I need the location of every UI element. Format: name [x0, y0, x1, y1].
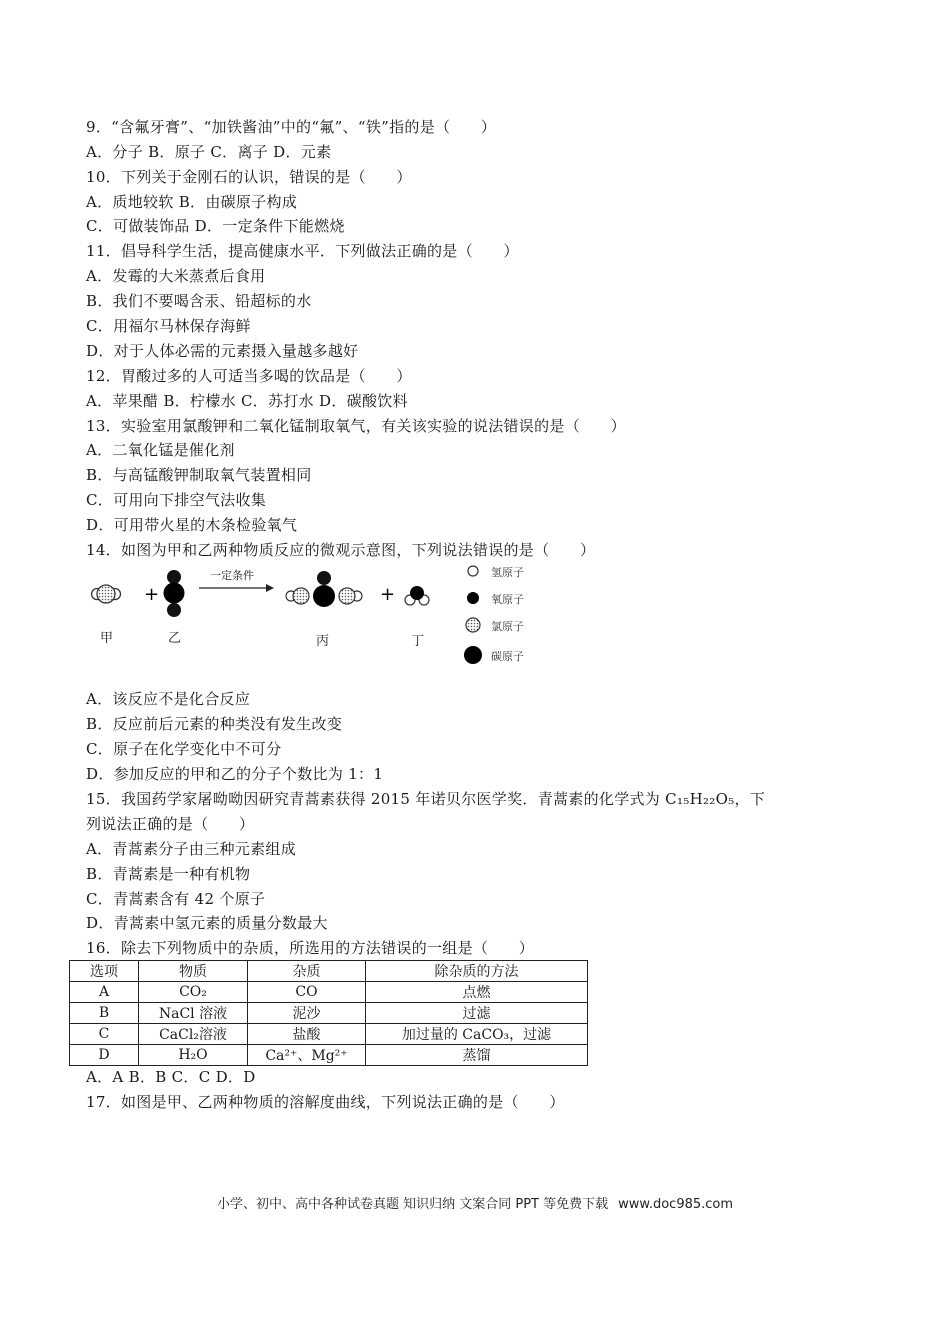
table-row: [70, 1024, 588, 1045]
label-jia: 甲: [100, 631, 114, 646]
q11-option-c: C．用福尔马林保存海鲜: [86, 317, 251, 335]
page-footer: [0, 1193, 950, 1212]
q15-option-d: D．青蒿素中氢元素的质量分数最大: [86, 914, 328, 932]
table-cell: B: [70, 1003, 139, 1024]
legend-chlorine: 氯原子: [491, 620, 524, 633]
reaction-diagram-svg: [86, 562, 546, 670]
footer-text: 小学、初中、高中各种试卷真题 知识归纳 文案合同 PPT 等免费下载: [216, 1197, 609, 1212]
table-cell: 蒸馏: [366, 1045, 588, 1066]
plus-2: +: [380, 584, 396, 605]
q15-option-b: B．青蒿素是一种有机物: [86, 865, 251, 883]
legend-oxygen-symbol: [467, 592, 479, 604]
q14-option-d: D．参加反应的甲和乙的分子个数比为 1：1: [86, 765, 384, 783]
q12-stem: 12．胃酸过多的人可适当多喝的饮品是（ ）: [86, 367, 412, 385]
table-cell: 过滤: [366, 1003, 588, 1024]
q13-option-a: A．二氧化锰是催化剂: [86, 441, 235, 459]
table-cell: 加过量的 CaCO₃，过滤: [366, 1024, 588, 1045]
table-cell: CO₂: [139, 982, 248, 1003]
molecule-yi: [164, 570, 185, 617]
table-cell: 点燃: [366, 982, 588, 1003]
legend-hydrogen-symbol: [468, 566, 478, 576]
table-cell: 泥沙: [248, 1003, 366, 1024]
label-ding: 丁: [411, 634, 425, 649]
table-header: 杂质: [248, 961, 366, 982]
table-cell: CaCl₂溶液: [139, 1024, 248, 1045]
reaction-diagram: [86, 562, 546, 670]
reaction-condition: 一定条件: [210, 569, 254, 582]
table-header: 选项: [70, 961, 139, 982]
q15-option-a: A．青蒿素分子由三种元素组成: [86, 840, 297, 858]
table-header: 除杂质的方法: [366, 961, 588, 982]
table-header: 物质: [139, 961, 248, 982]
q13-option-b: B．与高锰酸钾制取氧气装置相同: [86, 466, 312, 484]
q11-option-a: A．发霉的大米蒸煮后食用: [86, 267, 266, 285]
q15-option-c: C．青蒿素含有 42 个原子: [86, 890, 266, 908]
legend-carbon: 碳原子: [491, 650, 524, 663]
label-bing: 丙: [316, 634, 330, 649]
table-row: [70, 982, 588, 1003]
table-cell: C: [70, 1024, 139, 1045]
q10-options-2: C．可做装饰品 D．一定条件下能燃烧: [86, 217, 345, 235]
q11-option-d: D．对于人体必需的元素摄入量越多越好: [86, 342, 359, 360]
q14-option-c: C．原子在化学变化中不可分: [86, 740, 282, 758]
table-header-row: [70, 961, 588, 982]
legend-oxygen: 氧原子: [491, 593, 524, 606]
legend-carbon-symbol: [464, 646, 482, 664]
label-yi: 乙: [168, 631, 182, 646]
q16-stem: 16．除去下列物质中的杂质，所选用的方法错误的一组是（ ）: [86, 939, 535, 957]
q15-stem-line2: 列说法正确的是（ ）: [86, 815, 255, 833]
legend-hydrogen: 氢原子: [491, 566, 524, 579]
table-cell: H₂O: [139, 1045, 248, 1066]
q13-option-c: C．可用向下排空气法收集: [86, 491, 267, 509]
q14-stem: 14．如图为甲和乙两种物质反应的微观示意图，下列说法错误的是（ ）: [86, 541, 596, 559]
molecule-ding: [405, 586, 429, 605]
table-cell: NaCl 溶液: [139, 1003, 248, 1024]
table-cell: Ca²⁺、Mg²⁺: [248, 1045, 366, 1066]
q17-stem: 17．如图是甲、乙两种物质的溶解度曲线，下列说法正确的是（ ）: [86, 1093, 565, 1111]
molecule-jia: [92, 585, 121, 603]
table-cell: 盐酸: [248, 1024, 366, 1045]
footer-url[interactable]: www.doc985.com: [618, 1197, 734, 1212]
q10-stem: 10．下列关于金刚石的认识，错误的是（ ）: [86, 168, 412, 186]
impurity-table: [69, 960, 588, 1066]
table-cell: D: [70, 1045, 139, 1066]
q15-stem-line1: 15．我国药学家屠呦呦因研究青蒿素获得 2015 年诺贝尔医学奖．青蒿素的化学式为 C₁₅H₂₂O₅，下: [86, 790, 766, 808]
q12-options: A．苹果醋 B．柠檬水 C．苏打水 D．碳酸饮料: [86, 392, 408, 410]
table-row: [70, 1003, 588, 1024]
q9-options: A．分子 B．原子 C．离子 D．元素: [86, 143, 332, 161]
q14-option-a: A．该反应不是化合反应: [86, 690, 251, 708]
q14-option-b: B．反应前后元素的种类没有发生改变: [86, 715, 343, 733]
q11-option-b: B．我们不要喝含汞、铅超标的水: [86, 292, 312, 310]
q13-option-d: D．可用带火星的木条检验氧气: [86, 516, 298, 534]
q10-options-1: A．质地较软 B．由碳原子构成: [86, 193, 298, 211]
table-cell: A: [70, 982, 139, 1003]
q16-options: A．A B．B C．C D．D: [86, 1068, 256, 1086]
table-cell: CO: [248, 982, 366, 1003]
table-row: [70, 1045, 588, 1066]
arrow-head: [266, 584, 274, 592]
q13-stem: 13．实验室用氯酸钾和二氧化锰制取氧气，有关该实验的说法错误的是（ ）: [86, 417, 626, 435]
plus-1: +: [144, 584, 160, 605]
molecule-bing: [286, 571, 362, 607]
q11-stem: 11．倡导科学生活，提高健康水平．下列做法正确的是（ ）: [86, 242, 519, 260]
q9-stem: 9．“含氟牙膏”、“加铁酱油”中的“氟”、“铁”指的是（ ）: [86, 118, 497, 136]
legend-chlorine-symbol: [466, 618, 480, 632]
